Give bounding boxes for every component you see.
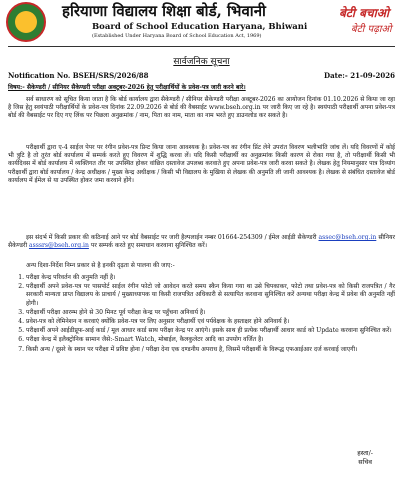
letterhead <box>0 0 403 46</box>
signatory-title: सचिव <box>358 458 373 466</box>
paragraph-3-mid: सीनियर सैकेण्डरी <box>8 234 395 250</box>
emblem-text: बेटी बचाओ <box>339 6 390 20</box>
signature-line: हस्ता/- <box>357 449 373 457</box>
subject-line <box>8 84 395 92</box>
board-title-english: Board of School Education Haryana, Bhiwani <box>92 22 308 32</box>
header-divider <box>8 46 395 47</box>
instruction-item: 1. परीक्षा केन्द्र परिवर्तन की अनुमति नहीं है। <box>26 274 395 282</box>
instruction-item: 3. परीक्षार्थी परीक्षा आरम्भ होने से 30 मिनट पूर्व परीक्षा केन्द्र पर पहुँचना अनिवार्य है। <box>26 309 395 317</box>
subject-text: विषय:- सैकेण्डरी / सीनियर सैकेण्डरी परीक्षा अक्टूबर-2026 हेतु परीक्षार्थियों के प्रवेश-पत्र जारी करने बारे। <box>8 84 246 91</box>
paragraph-2: परीक्षार्थी द्वारा ए-4 साईज पेपर पर रंगीन प्रवेश-पत्र प्रिन्ट किया जाना आवश्यक है। प्रवेश-पत्र का रंगीन प्रिंट लेने उपरांत विवरण भलीभांति जांच लें। यदि विवरणों में कोई भी त्रुटि है तो तुरंत बोर्ड कार्यालय में सम्पर्क करते हुए विवरण में शुद्धि करवा लें। यदि किसी परीक्षार्थी का अनुक्रमांक किसी कारण से रोका गया है, तो परीक्षार्थी किसी भी कार्यदिवस में बोर्ड कार्यालय में व्यक्तिगत तौर पर उपस्थित होकर वांछित दस्तावेज उपलब्ध करवाते हुए अपना प्रवेश-पत्र जारी करवा सकते है। लेखक हेतु नियमानुसार पात्र दिव्यांग परीक्षार्थी द्वारा बोर्ड कार्यालय / केन्द्र अधीक्षक / मुख्य केन्द्र अधीक्षक / किसी भी विद्यालय के मुखिया से लेखक की अनुमति ली जानी आवश्यक है। लेखक से संबंधित दस्तावेज बोर्ड कार्यालय में ईमेल से या उपस्थित होकर जमा करवाने होंगे। <box>8 144 395 184</box>
board-subtitle: (Established Under Haryana Board of School Education Act, 1969) <box>92 33 262 39</box>
board-title-hindi: हरियाणा विद्यालय शिक्षा बोर्ड, भिवानी <box>62 2 266 20</box>
instruction-item: 5. परीक्षार्थी अपने आईडीप्रूफ-आई कार्ड / मूल आधार कार्ड साथ परीक्षा केन्द्र पर आएंगे। इसके साथ ही प्रत्येक परीक्षार्थी आधार कार्ड को Update करवाना सुनिश्चित करें। <box>26 327 395 335</box>
instructions-list <box>8 274 395 354</box>
instruction-item: 6. परीक्षा केन्द्र में इलैक्ट्रोनिक सामान जैसे:-Smart Watch, मोबाईल, कैलकुलेटर आदि का उपयोग वर्जित है। <box>26 336 395 344</box>
email-secondary-link[interactable]: assec@bseh.org.in <box>318 234 377 241</box>
email-senior-link[interactable]: asssrs@bseh.org.in <box>28 242 89 250</box>
instruction-item: 7. किसी अन्य / दूसरे के स्थान पर परीक्षा में प्रविष्ट होना / परीक्षा देना एक दण्डनीय अपराध है, जिसमें परीक्षार्थी के विरूद्ध एफआईआर दर्ज करवाई जाएगी। <box>26 346 395 354</box>
paragraph-3-prefix: इस संदर्भ में किसी प्रकार की कठिनाई आने पर बोर्ड वैबसाईट पर जारी हैल्पलाईन नम्बर 01664-254309 / ईमेल आईडी सैकेण्डरी <box>26 234 317 241</box>
notice-title: सार्वजनिक सूचना <box>173 57 230 67</box>
notification-number: Notification No. BSEH/SRS/2026/88 <box>8 71 149 80</box>
paragraph-1: सर्व साधारण को सूचित किया जाता है कि बोर्ड कार्यालय द्वारा सैकेण्डरी / सीनियर सैकेण्डरी परीक्षा अक्टूबर-2026 का आयोजन दिनांक 01.10.2026 से किया जा रहा है जिस हेतु स्वयंपाठी परीक्षार्थियों के प्रवेश-पत्र दिनांक 22.09.2026 से बोर्ड की वैबसाईट www.bseh.org.in पर जारी किए जा रहे है। स्वयंपाठी परीक्षार्थी अपना प्रवेश-पत्र बोर्ड की वैबसाईट पर दिए गए लिंक पर पिछला अनुक्रमांक / नाम, पिता का नाम, माता का नाम भरते हुए डाउनलोड कर सकते है। <box>8 96 395 120</box>
board-logo-emblem-icon <box>15 11 37 33</box>
beti-bachao-emblem <box>331 2 397 42</box>
signature-block <box>357 449 373 467</box>
emblem-subtext: बेटी पढ़ाओ <box>351 24 392 35</box>
instructions-intro: अन्य दिशा-निर्देश निम्न प्रकार से है इनकी दृढ़ता से पालना की जाए:- <box>26 262 175 269</box>
paragraph-3-suffix: पर सम्पर्क करते हुए समाधान करवाना सुनिश्चित करें। <box>90 242 208 250</box>
notification-row <box>8 71 395 80</box>
instruction-item: 4. प्रवेश-पत्र को लेमिनेशन न करवाएं क्योंकि प्रवेश-पत्र पर लिए अनुसार परीक्षार्थी एवं पर्यवेक्षक के हस्ताक्षर होने अनिवार्य है। <box>26 318 395 326</box>
notification-date: Date:- 21-09-2026 <box>324 71 395 80</box>
instruction-item: 2. परीक्षार्थी अपने प्रवेश-पत्र पर पासपोर्ट साईज रंगीन फोटो जो आवेदन करते समय स्कैन किया गया था उसे चिपकाकर, फोटो तथा प्रवेश-पत्र को किसी राजपत्रित / गैर सरकारी मान्यता प्राप्त विद्यालय के प्राचार्य / मुख्याध्यापक या किसी राजपत्रित अधिकारी से सत्यापित करवाना सुनिश्चित करें अन्यथा परीक्षा केन्द्र में प्रवेश की अनुमति नहीं होगी। <box>26 283 395 308</box>
paragraph-3 <box>8 234 395 250</box>
instructions-list-wrap <box>8 274 395 355</box>
board-logo <box>6 2 46 42</box>
